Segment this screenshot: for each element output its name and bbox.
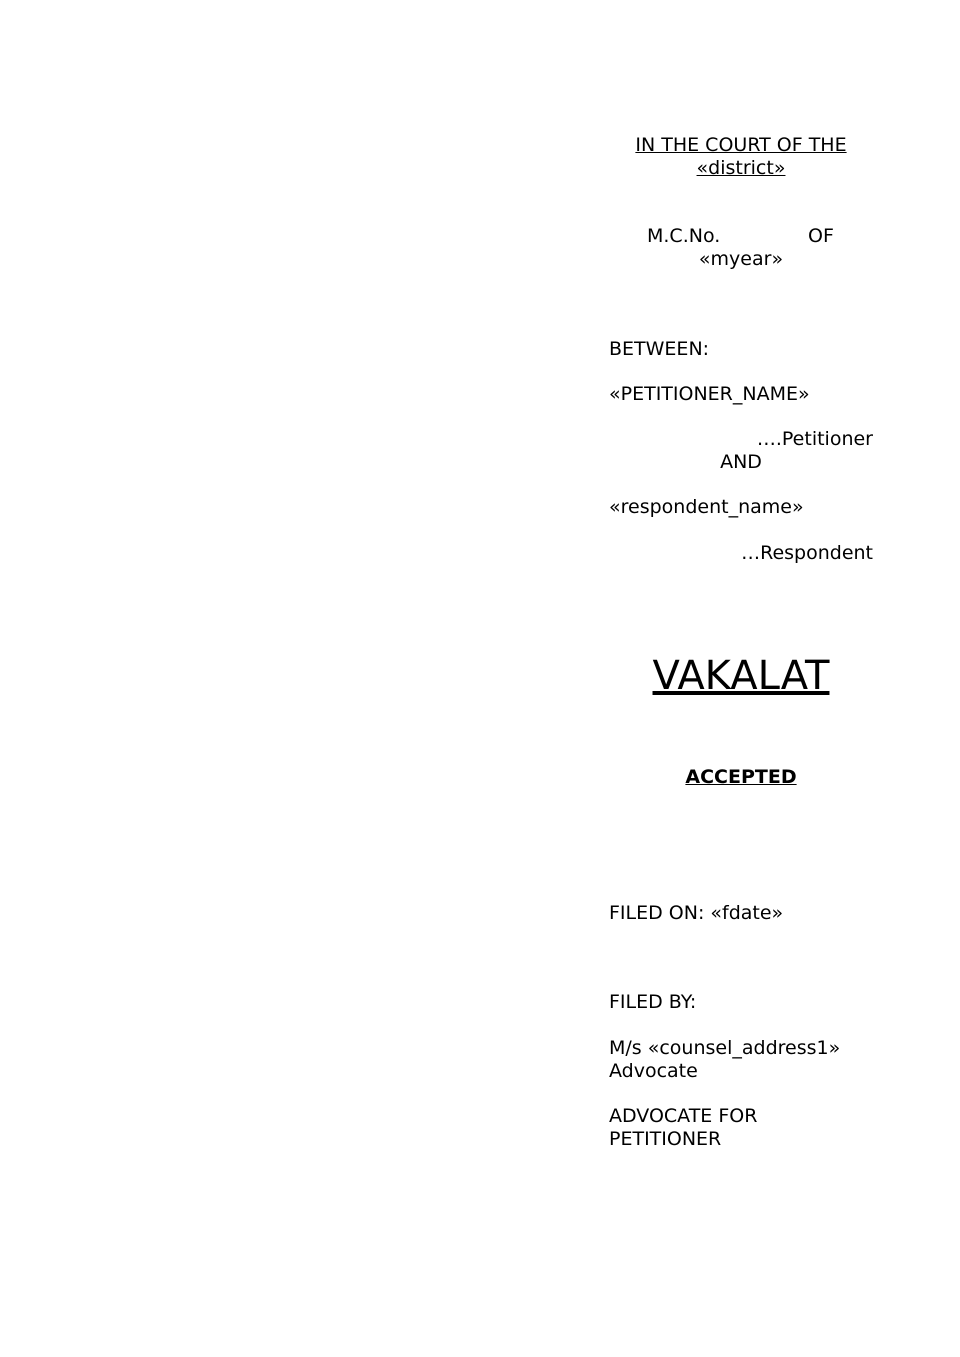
court-title: IN THE COURT OF THE bbox=[635, 134, 847, 156]
advocate-line: Advocate bbox=[609, 1060, 698, 1082]
document-title: VAKALAT bbox=[652, 653, 830, 699]
court-district: «district» bbox=[696, 157, 786, 179]
document-back-page-column bbox=[609, 0, 873, 1357]
document-title-line bbox=[609, 652, 873, 700]
counsel-line: M/s «counsel_address1» bbox=[609, 1037, 841, 1059]
between-label: BETWEEN: bbox=[609, 338, 710, 360]
accepted-status: ACCEPTED bbox=[685, 766, 797, 788]
petitioner-name: «PETITIONER_NAME» bbox=[609, 383, 810, 405]
case-of-label: OF bbox=[808, 225, 834, 247]
filed-by-label: FILED BY: bbox=[609, 991, 697, 1013]
respondent-name: «respondent_name» bbox=[609, 496, 804, 518]
advocate-for-line-1: ADVOCATE FOR bbox=[609, 1105, 758, 1127]
case-year: «myear» bbox=[698, 248, 784, 270]
case-number-label: M.C.No. bbox=[647, 225, 721, 247]
petitioner-role: ….Petitioner bbox=[756, 428, 873, 450]
accepted-line bbox=[609, 766, 873, 789]
filed-on: FILED ON: «fdate» bbox=[609, 902, 784, 924]
court-heading bbox=[609, 134, 873, 157]
respondent-role: …Respondent bbox=[741, 542, 873, 564]
advocate-for-line-2: PETITIONER bbox=[609, 1128, 722, 1150]
court-district-line bbox=[609, 157, 873, 180]
and-label: AND bbox=[720, 451, 762, 473]
